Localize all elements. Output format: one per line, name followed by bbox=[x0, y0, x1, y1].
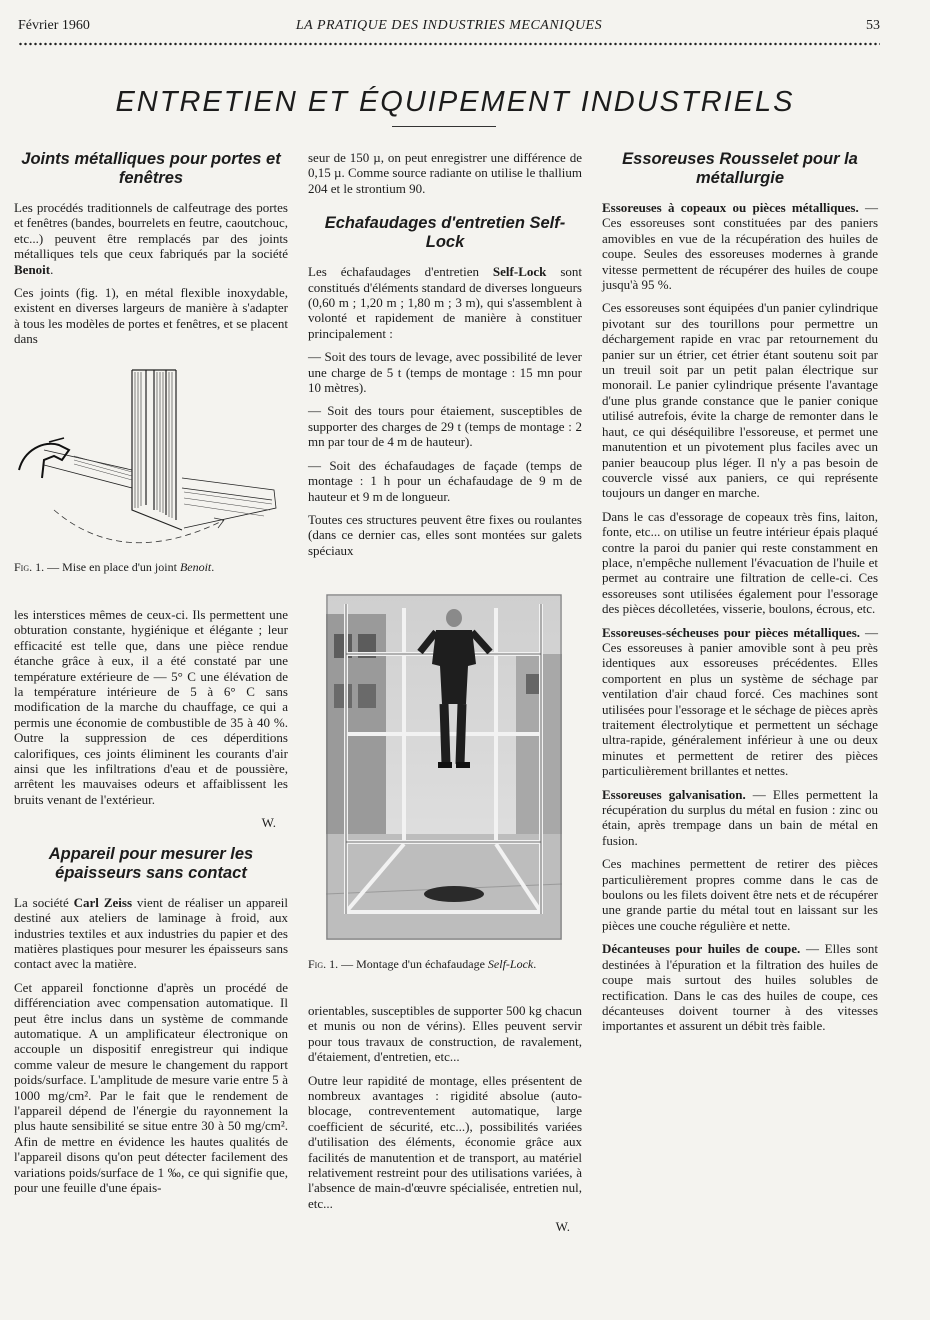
paragraph: Ces joints (fig. 1), en métal flexible inoxydable, existent en diverses largeurs de manière à s'adapter à tous les modèles de portes et fenêtres, et se placent dans bbox=[14, 285, 288, 347]
column-right bbox=[602, 150, 878, 1042]
journal-name: LA PRATIQUE DES INDUSTRIES MECANIQUES bbox=[295, 18, 603, 33]
paragraph: Cet appareil fonctionne d'après un procédé de différenciation avec compensation automatique. Il peut être inclus dans un système de commande automatique. A un amplificateur électronique on accouple un dispositif enregistreur qui indique comme valeur de mesure le changement du rapport poids/surface. L'amplitude de mesure varie entre 5 à 1000 mg/cm². Par le fait que le rendement de l'appareil dépend de l'énergie du rayonnement la plus haute sensibilité se situe entre 30 à 50 mg/cm². Afin de mettre en évidence les hautes qualités de l'appareil disons qu'on peut détecter facilement des variations poids/surface de 1 ‰, ce qui signifie que, pour une feuille d'une épais- bbox=[14, 979, 288, 1195]
author-signature: W. bbox=[261, 815, 276, 831]
scaffold-photo bbox=[326, 594, 562, 940]
figure-caption-scaffold: Fig. 1. — Montage d'un échafaudage Self-Lock. bbox=[308, 957, 537, 971]
paragraph: Essoreuses galvanisation. — Elles permettent la récupération du surplus du métal en fusion : zinc ou étain, après trempage dans un bain de métal en fusion. bbox=[602, 786, 878, 848]
issue-date: Février 1960 bbox=[18, 18, 90, 33]
paragraph: — Soit des tours de levage, avec possibilité de lever une charge de 5 t (temps de montage : 15 mn pour 10 mètres). bbox=[308, 349, 582, 396]
paragraph: Toutes ces structures peuvent être fixes ou roulantes (dans ce dernier cas, elles sont montées sur galets spéciaux bbox=[308, 511, 582, 558]
paragraph: Essoreuses-sécheuses pour pièces métalliques. — Ces essoreuses à panier amovible sont à peu près identiques aux essoreuses précédentes. Elles comportent en plus un système de séchage par ventilation d'air chaud forcé. Ces machines sont utilisées pour l'essorage et le séchage de pièces après traitement électrolytique et permettent un séchage ultra-rapide, généralement inférieur à une ou deux minutes et permettent de retirer des pièces particulièrement brillantes et nettes. bbox=[602, 624, 878, 779]
section-title-appareil: Appareil pour mesurer les épaisseurs sans contact bbox=[48, 844, 254, 882]
column-left-continued bbox=[14, 607, 288, 1203]
paragraph: Ces machines permettent de retirer des pièces particulièrement propres comme dans le cas de boulons ou les filets doivent être nets et de récupérer une grande partie du métal tout en laissant sur les pièces une couche régulière et nette. bbox=[602, 856, 878, 933]
paragraph: La société Carl Zeiss vient de réaliser un appareil destiné aux ateliers de laminage à froid, aux industries textiles et aux industries du papier et des matières plastiques pour mesurer les épaisseurs sans contact avec la matière. bbox=[14, 894, 288, 972]
figure-caption-joint: Fig. 1. — Mise en place d'un joint Benoit. bbox=[14, 560, 215, 574]
paragraph: Les procédés traditionnels de calfeutrage des portes et fenêtres (bandes, bourrelets en feutre, caoutchouc, etc...) peuvent être remplacés par des joints métalliques tels que ceux fabriqués par la société Benoit. bbox=[14, 200, 288, 277]
paragraph: Dans le cas d'essorage de copeaux très fins, laiton, fonte, etc... on utilise un feutre intérieur épais plaqué contre la paroi du panier qui reste constamment en place, n'empêche nullement l'évacuation de l'huile et permet au contraire une filtration de celle-ci. Ces essoreuses sont utilisées également pour l'essorage des pièces décolletées, visserie, boulons, écrous, etc. bbox=[602, 508, 878, 617]
joint-illustration bbox=[14, 360, 288, 560]
paragraph: Ces essoreuses sont équipées d'un panier cylindrique pivotant sur des tourillons pour permettre un déchargement rapide en vrac par retournement du panier sur un étrier, cet étrier étant soutenu soit par un treuil soit par un petit palan électrique sur monorail. Le panier cylindrique présente l'avantage d'une plus grande constance que le panier conique utilisé autrefois, évite la charge de remonter dans le haut, ce qui déséquilibre l'essoreuse, et permet une manutention et un pivotement plus faciles avec un panier beaucoup plus léger. Il n'y a pas besoin de couvercle vissé aux paniers, ce qui représente toujours un danger en marche. bbox=[602, 300, 878, 501]
column-middle bbox=[308, 150, 582, 566]
section-title-echafaudages: Echafaudages d'entretien Self-Lock bbox=[324, 214, 566, 252]
paragraph: — Soit des échafaudages de façade (temps de montage : 1 h pour un échafaudage de 9 m de hauteur et 9 m de longueur. bbox=[308, 457, 582, 504]
paragraph: — Soit des tours pour étaiement, susceptibles de supporter des charges de 29 t (temps de montage : 2 mn par tour de 4 m de hauteur). bbox=[308, 403, 582, 450]
paragraph: Outre leur rapidité de montage, elles présentent de nombreux avantages : rigidité absolue (auto-blocage, contreventement automatique, large coefficient de sécurité, etc...), possibilités variées d'utilisation des éléments, économie grâce aux facilités de manutention et de transport, au matériel relativement restreint pour des utilisations variées, à l'absence de main-d'œuvre spécialisée, entretien nul, etc... bbox=[308, 1072, 582, 1211]
paragraph: orientables, susceptibles de supporter 500 kg chacun et munis ou non de vérins). Elles peuvent servir pour tous travaux de construction, de ravalement, d'étaiement, d'entretien, etc... bbox=[308, 1003, 582, 1065]
author-signature: W. bbox=[555, 1219, 570, 1235]
paragraph: Essoreuses à copeaux ou pièces métalliques. — Ces essoreuses sont constituées par des paniers amovibles en vue de la récupération des huiles de coupe. Seules des essoreuses modernes à grande vitesse permettent de récupérer des huiles de coupe jusqu'à 95 %. bbox=[602, 200, 878, 293]
paragraph: Les échafaudages d'entretien Self-Lock sont constitués d'éléments standard de diverses longueurs (0,60 m ; 1,20 m ; 1,80 m ; 3 m), qui s'assemblent à volonté et rapidement de manière à constituer principalement : bbox=[308, 264, 582, 341]
paragraph: les interstices mêmes de ceux-ci. Ils permettent une obturation constante, hygiénique et élégante ; leur efficacité est telle que, dans une pièce rendue étanche grâce à eux, il a été constaté par une température extérieure de — 5° C une élévation de la température intérieure de 5 à 6° C sans modification de la marche du chauffage, ce qui a permis une économie de combustible de 35 à 40 %. Outre la suppression de ces déperditions calorifiques, ces joints éliminent les courants d'air ainsi que les infiltrations d'eau et de poussière, arrêtent les mauvaises odeurs et affaiblissent les bruits venant de l'extérieur. bbox=[14, 607, 288, 807]
section-title-joints: Joints métalliques pour portes et fenêtres bbox=[21, 150, 281, 187]
column-left bbox=[14, 150, 288, 355]
title-underline bbox=[392, 126, 496, 127]
section-title-essoreuses: Essoreuses Rousselet pour la métallurgie bbox=[622, 150, 858, 187]
dotted-rule bbox=[18, 42, 880, 46]
page-title: ENTRETIEN ET ÉQUIPEMENT INDUSTRIELS bbox=[115, 86, 795, 118]
page-number: 53 bbox=[866, 18, 880, 33]
paragraph: Décanteuses pour huiles de coupe. — Elles sont destinées à l'épuration et la filtration des huiles de coupe mais surtout des huiles solubles de rectification. Dans le cas des huiles de coupe, ces décanteuses doivent tourner à des vitesses importantes et assurent un débit très faible. bbox=[602, 941, 878, 1034]
running-header bbox=[18, 18, 880, 38]
paragraph: seur de 150 µ, on peut enregistrer une différence de 0,15 µ. Comme source radiante on utilise le thallium 204 et le strontium 90. bbox=[308, 150, 582, 196]
column-middle-continued bbox=[308, 1003, 582, 1243]
